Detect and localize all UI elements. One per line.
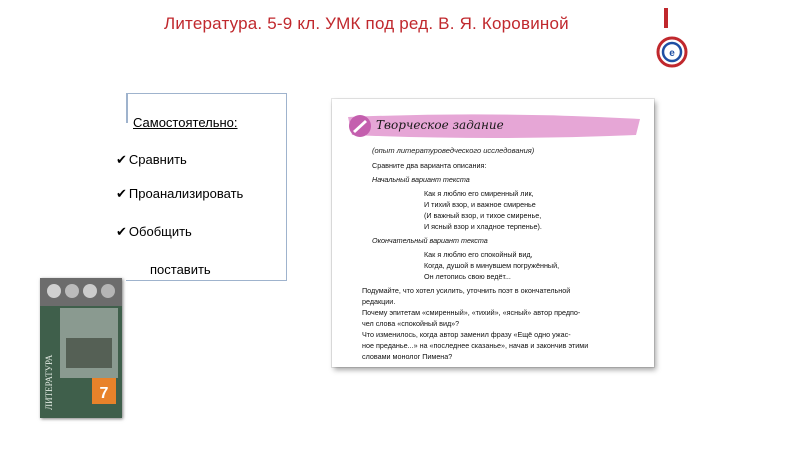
checkmark-icon: ✔ xyxy=(116,224,127,239)
question-line: редакции. xyxy=(362,297,396,306)
question-line: словами монолог Пимена? xyxy=(362,352,453,361)
checkmark-icon: ✔ xyxy=(116,152,127,167)
poem-line: И ясный взор и хладное терпенье). xyxy=(424,222,542,231)
final-version-label: Окончательный вариант текста xyxy=(372,236,488,245)
assignment-card xyxy=(332,99,654,367)
assignment-subtitle: (опыт литературоведческого исследования) xyxy=(372,146,535,155)
textbook-cover-image xyxy=(40,278,122,418)
tasks-frame-edge xyxy=(126,93,128,123)
textbook-title: ЛИТЕРАТУРА xyxy=(44,354,54,410)
question-line: Подумайте, что хотел усилить, уточнить поэт в окончательной xyxy=(362,286,571,295)
assignment-intro: Сравните два варианта описания: xyxy=(372,161,487,170)
task-label: Сравнить xyxy=(128,152,187,167)
textbook-cover-art xyxy=(40,278,122,418)
poem-line: Когда, душой в минувшем погружённый, xyxy=(424,261,560,270)
poem-line: И тихий взор, и важное смиренье xyxy=(424,200,536,209)
question-line: Что изменилось, когда автор заменил фразу «Ещё одно ужас- xyxy=(362,330,571,339)
poem-line: Он летопись свою ведёт... xyxy=(424,272,511,281)
task-item-last: поставить xyxy=(150,262,211,277)
task-item xyxy=(116,152,187,168)
svg-text:e: e xyxy=(669,48,675,59)
task-label: Обобщить xyxy=(128,224,192,239)
tasks-heading: Самостоятельно: xyxy=(133,115,238,130)
question-line: чел слова «спокойный вид»? xyxy=(362,319,460,328)
poem-line: (И важный взор, и тихое смиренье, xyxy=(424,211,542,220)
poem-line: Как я люблю его спокойный вид, xyxy=(424,250,533,259)
poem-line: Как я люблю его смиренный лик, xyxy=(424,189,534,198)
textbook-grade: 7 xyxy=(99,385,109,402)
task-item xyxy=(116,186,243,202)
publisher-logo-icon xyxy=(656,8,688,74)
question-line: ное преданье...» на «последнее сказанье», начав и закончив этими xyxy=(362,341,589,350)
checkmark-icon: ✔ xyxy=(116,186,127,201)
question-line: Почему эпитетам «смиренный», «тихий», «ясный» автор предпо- xyxy=(362,308,581,317)
slide-title: Литература. 5-9 кл. УМК под ред. В. Я. Коровиной xyxy=(164,14,569,33)
task-label: Проанализировать xyxy=(128,186,244,201)
initial-version-label: Начальный вариант текста xyxy=(372,175,470,184)
task-item xyxy=(116,224,192,240)
assignment-title: Творческое задание xyxy=(376,118,504,132)
